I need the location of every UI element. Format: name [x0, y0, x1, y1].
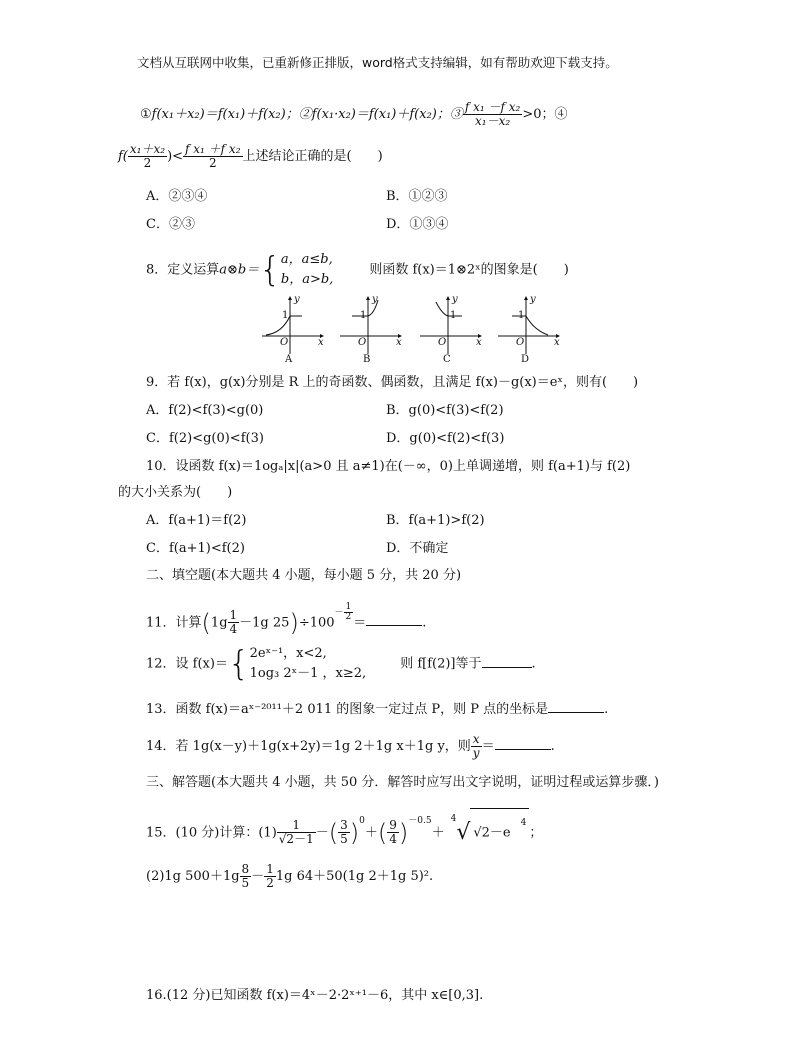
graph-c-x-label: x: [476, 337, 482, 348]
q13-text: 13．函数 f(x)＝aˣ⁻²⁰¹¹＋2 011 的图象一定过点 P，则 P 点的坐标是: [146, 702, 549, 717]
q15-frac3: $\frac{9}{4}$: [389, 818, 397, 847]
q12-answer-blank: [482, 653, 532, 668]
q10-option-b: B．f(a+1)>f(2): [386, 513, 485, 528]
q15-lead: 15．(10 分)计算：(1): [146, 825, 277, 841]
header-note: 文档从互联网中收集，已重新修正排版，word格式支持编辑，如有帮助欢迎下载支持。: [137, 55, 618, 70]
q9-option-c: C．f(2)<g(0)<f(3): [146, 431, 264, 446]
q15-exp1: 0: [359, 816, 365, 826]
q9-option-a: A．f(2)<f(3)<g(0): [146, 403, 264, 418]
q8-case2: b，a>b,: [280, 272, 334, 287]
q7-frac3: [463, 101, 522, 128]
q15-frac2: $\frac{3}{5}$: [340, 818, 348, 847]
q12-tail: 则 f[f(2)]等于: [400, 656, 482, 672]
graph-d-origin: O: [516, 337, 525, 348]
q10-stem-line1: 10．设函数 f(x)＝1ogₐ|x|(a>0 且 a≠1)在(－∞，0)上单调递增，则 f(a+1)与 f(2): [146, 459, 631, 474]
graph-d-y-label: y: [530, 294, 536, 305]
q10-option-c: C．f(a+1)<f(2): [146, 541, 245, 556]
q11-a: 1g: [210, 615, 228, 631]
q7-line1: [140, 101, 568, 128]
q15-frac4: $\frac{8}{5}$: [241, 862, 250, 890]
q9-option-b: B．g(0)<f(3)<f(2): [386, 403, 504, 418]
q11-lead: 11．计算: [146, 615, 202, 631]
q15-root-body: $√2-e^4$: [470, 808, 529, 853]
q11-frac-num: 1: [229, 608, 238, 623]
graph-a-y-arrow: [288, 296, 292, 300]
q11-frac: [228, 609, 240, 636]
q11-exp-den: 2: [345, 612, 352, 622]
graph-d-y-arrow: [524, 296, 528, 300]
graph-b-y-arrow: [366, 296, 370, 300]
q8-brace: {: [259, 250, 281, 290]
q8-graphs-svg: [258, 294, 598, 366]
graph-c-curve: [436, 302, 462, 316]
q8-graphs: [258, 294, 598, 366]
q7-frac3-num: f x₁ －f x₂: [464, 100, 521, 114]
q15-part1: 15．(10 分)计算：(1) $\frac{1}{√2-1}$ －( $\frac{3}{5}$ )$^0$＋( $\frac{9}{4}$ )$^{-0.5}$＋$^4$√ $√2-e^4$；: [146, 808, 542, 853]
q15-frac5: $\frac{1}{2}$: [266, 862, 274, 890]
q13: 13．函数 f(x)＝aˣ⁻²⁰¹¹＋2 011 的图象一定过点 P，则 P 点的坐标是 .: [146, 698, 608, 719]
graph-a-one: 1: [282, 310, 289, 321]
q14-answer-blank: [495, 735, 551, 750]
q8-expr: a⊗b＝: [219, 262, 260, 278]
q11-answer-blank: [366, 611, 422, 626]
q7-stmt4-a: f(: [118, 149, 128, 164]
graph-a-origin: O: [280, 337, 289, 348]
graph-c-label: C: [443, 354, 451, 365]
q15-root-sign: √: [456, 819, 471, 845]
graph-b-one: 1: [360, 310, 367, 321]
q7-frac4a-den: 2: [143, 156, 152, 170]
graph-c-origin: O: [438, 337, 447, 348]
q12-lead: 12．设 f(x)＝: [146, 656, 228, 672]
q11-b: －1g 25: [239, 615, 290, 631]
graph-a-y-label: y: [294, 294, 300, 305]
q11-eq: ＝: [353, 615, 367, 631]
q13-answer-blank: [548, 698, 604, 713]
q14: 14．若 1g(x－y)＋1g(x+2y)＝1g 2＋1g x＋1g y，则 $\frac{x}{y}$ ＝ .: [146, 732, 555, 760]
q15-frac1: [277, 819, 316, 846]
q7-stmt12: f(x₁＋x₂)＝f(x₁)＋f(x₂)；②f(x₁·x₂)＝f(x₁)＋f(x₂)；③: [151, 107, 463, 122]
q11-exponent: [334, 602, 354, 622]
q8-case1: a，a≤b,: [280, 252, 333, 267]
q7-frac4b: [183, 143, 242, 170]
q11: 11．计算(1g $\frac{1}{4}$ －1g $25)\div 100^{- \frac{1}{2}}$ ＝ .: [146, 602, 427, 637]
q7-frac4b-num: f x₁ ＋f x₂: [185, 142, 241, 156]
graph-a-x-label: x: [318, 337, 324, 348]
q16-stem: 16.(12 分)已知函数 f(x)＝4ˣ－2·2ˣ⁺¹－6，其中 x∈[0,3].: [146, 988, 484, 1003]
graph-d-label: D: [521, 354, 530, 365]
q7-option-c: C．②③: [146, 217, 195, 232]
q7-line2: [118, 143, 383, 170]
q12-cases: [250, 644, 367, 684]
q7-option-d: D．①③④: [386, 217, 449, 232]
graph-d-one: 1: [518, 310, 525, 321]
q9-option-d: D．g(0)<f(2)<f(3): [386, 431, 505, 446]
q8-cases: [281, 250, 333, 290]
q15-frac1-den: √2－1: [278, 832, 314, 847]
graph-d-x-label: x: [554, 337, 560, 348]
section-2-heading: 二、填空题(本大题共 4 小题，每小题 5 分，共 20 分): [146, 568, 462, 583]
q12-case1: 2eˣ⁻¹，x<2,: [249, 646, 327, 661]
q7-mark1: ①: [140, 107, 152, 122]
graph-b-label: B: [363, 354, 371, 365]
section-3-heading: 三、解答题(本大题共 4 小题，共 50 分．解答时应写出文字说明，证明过程或运算步骤．): [146, 775, 659, 790]
q14-frac-den: y: [472, 746, 480, 760]
graph-c-y-arrow: [446, 296, 450, 300]
q9-stem: 9．若 f(x)，g(x)分别是 R 上的奇函数、偶函数，且满足 f(x)－g(x)＝eˣ，则有( ): [146, 375, 639, 390]
q14-frac-num: x: [472, 732, 480, 746]
graph-b-x-label: x: [396, 337, 402, 348]
q14-text: 14．若 1g(x－y)＋1g(x+2y)＝1g 2＋1g x＋1g y，则: [146, 739, 471, 754]
q7-stmt3-tail: >0；④: [522, 107, 568, 122]
graph-b-y-label: y: [372, 294, 378, 305]
q11-exp-neg: －: [334, 608, 344, 618]
q11-frac-den: 4: [229, 622, 238, 637]
q15-frac1-num: 1: [277, 819, 316, 833]
q12-case2: 1og₃ 2ˣ－1 ，x≥2,: [249, 666, 367, 681]
q10-option-a: A．f(a+1)＝f(2): [146, 513, 247, 528]
q8-tail: 则函数 f(x)＝1⊗2ˣ的图象是( ): [369, 262, 569, 278]
q7-option-a: A．②③④: [146, 189, 208, 204]
q15-root-index: 4: [450, 814, 457, 824]
q7-question: 上述结论正确的是( ): [242, 149, 383, 164]
q11-c: ÷100: [298, 615, 335, 631]
q7-option-b: B．①②③: [386, 189, 448, 204]
q8-lead: 8．定义运算: [146, 262, 220, 278]
graph-b-origin: O: [358, 337, 367, 348]
q7-frac3-den: x₁－x₂: [475, 114, 511, 128]
q10-stem-line2: 的大小关系为( ): [118, 485, 233, 500]
q15-exp2: －0.5: [408, 816, 432, 826]
q15-part2: (2)1g 500＋1g $\frac{8}{5}$ － $\frac{1}{2}$ 1g 64＋50(1g 2＋1g 5)².: [146, 862, 434, 890]
graph-c-y-label: y: [452, 294, 458, 305]
q7-stmt4-b: )<: [167, 149, 184, 164]
q8-stem: [146, 250, 569, 291]
q12: 12．设 f(x)＝{ 2eˣ⁻¹，x<2, 1og₃ 2ˣ－1 ，x≥2, 则 f[f(2)]等于 .: [146, 644, 536, 684]
q11-exp-num: 1: [345, 602, 352, 612]
q15-part2-b: 1g 64＋50(1g 2＋1g 5)².: [275, 869, 434, 884]
graph-a-label: A: [285, 354, 293, 365]
graph-c-one: 1: [450, 310, 457, 321]
q7-frac4a-num: x₁＋x₂: [129, 142, 166, 156]
q7-frac4a: [128, 143, 167, 170]
q15-part2-a: (2)1g 500＋1g: [146, 869, 240, 884]
q10-option-d: D．不确定: [386, 541, 449, 556]
q7-frac4b-den: 2: [208, 156, 217, 170]
q14-frac: [471, 733, 482, 760]
